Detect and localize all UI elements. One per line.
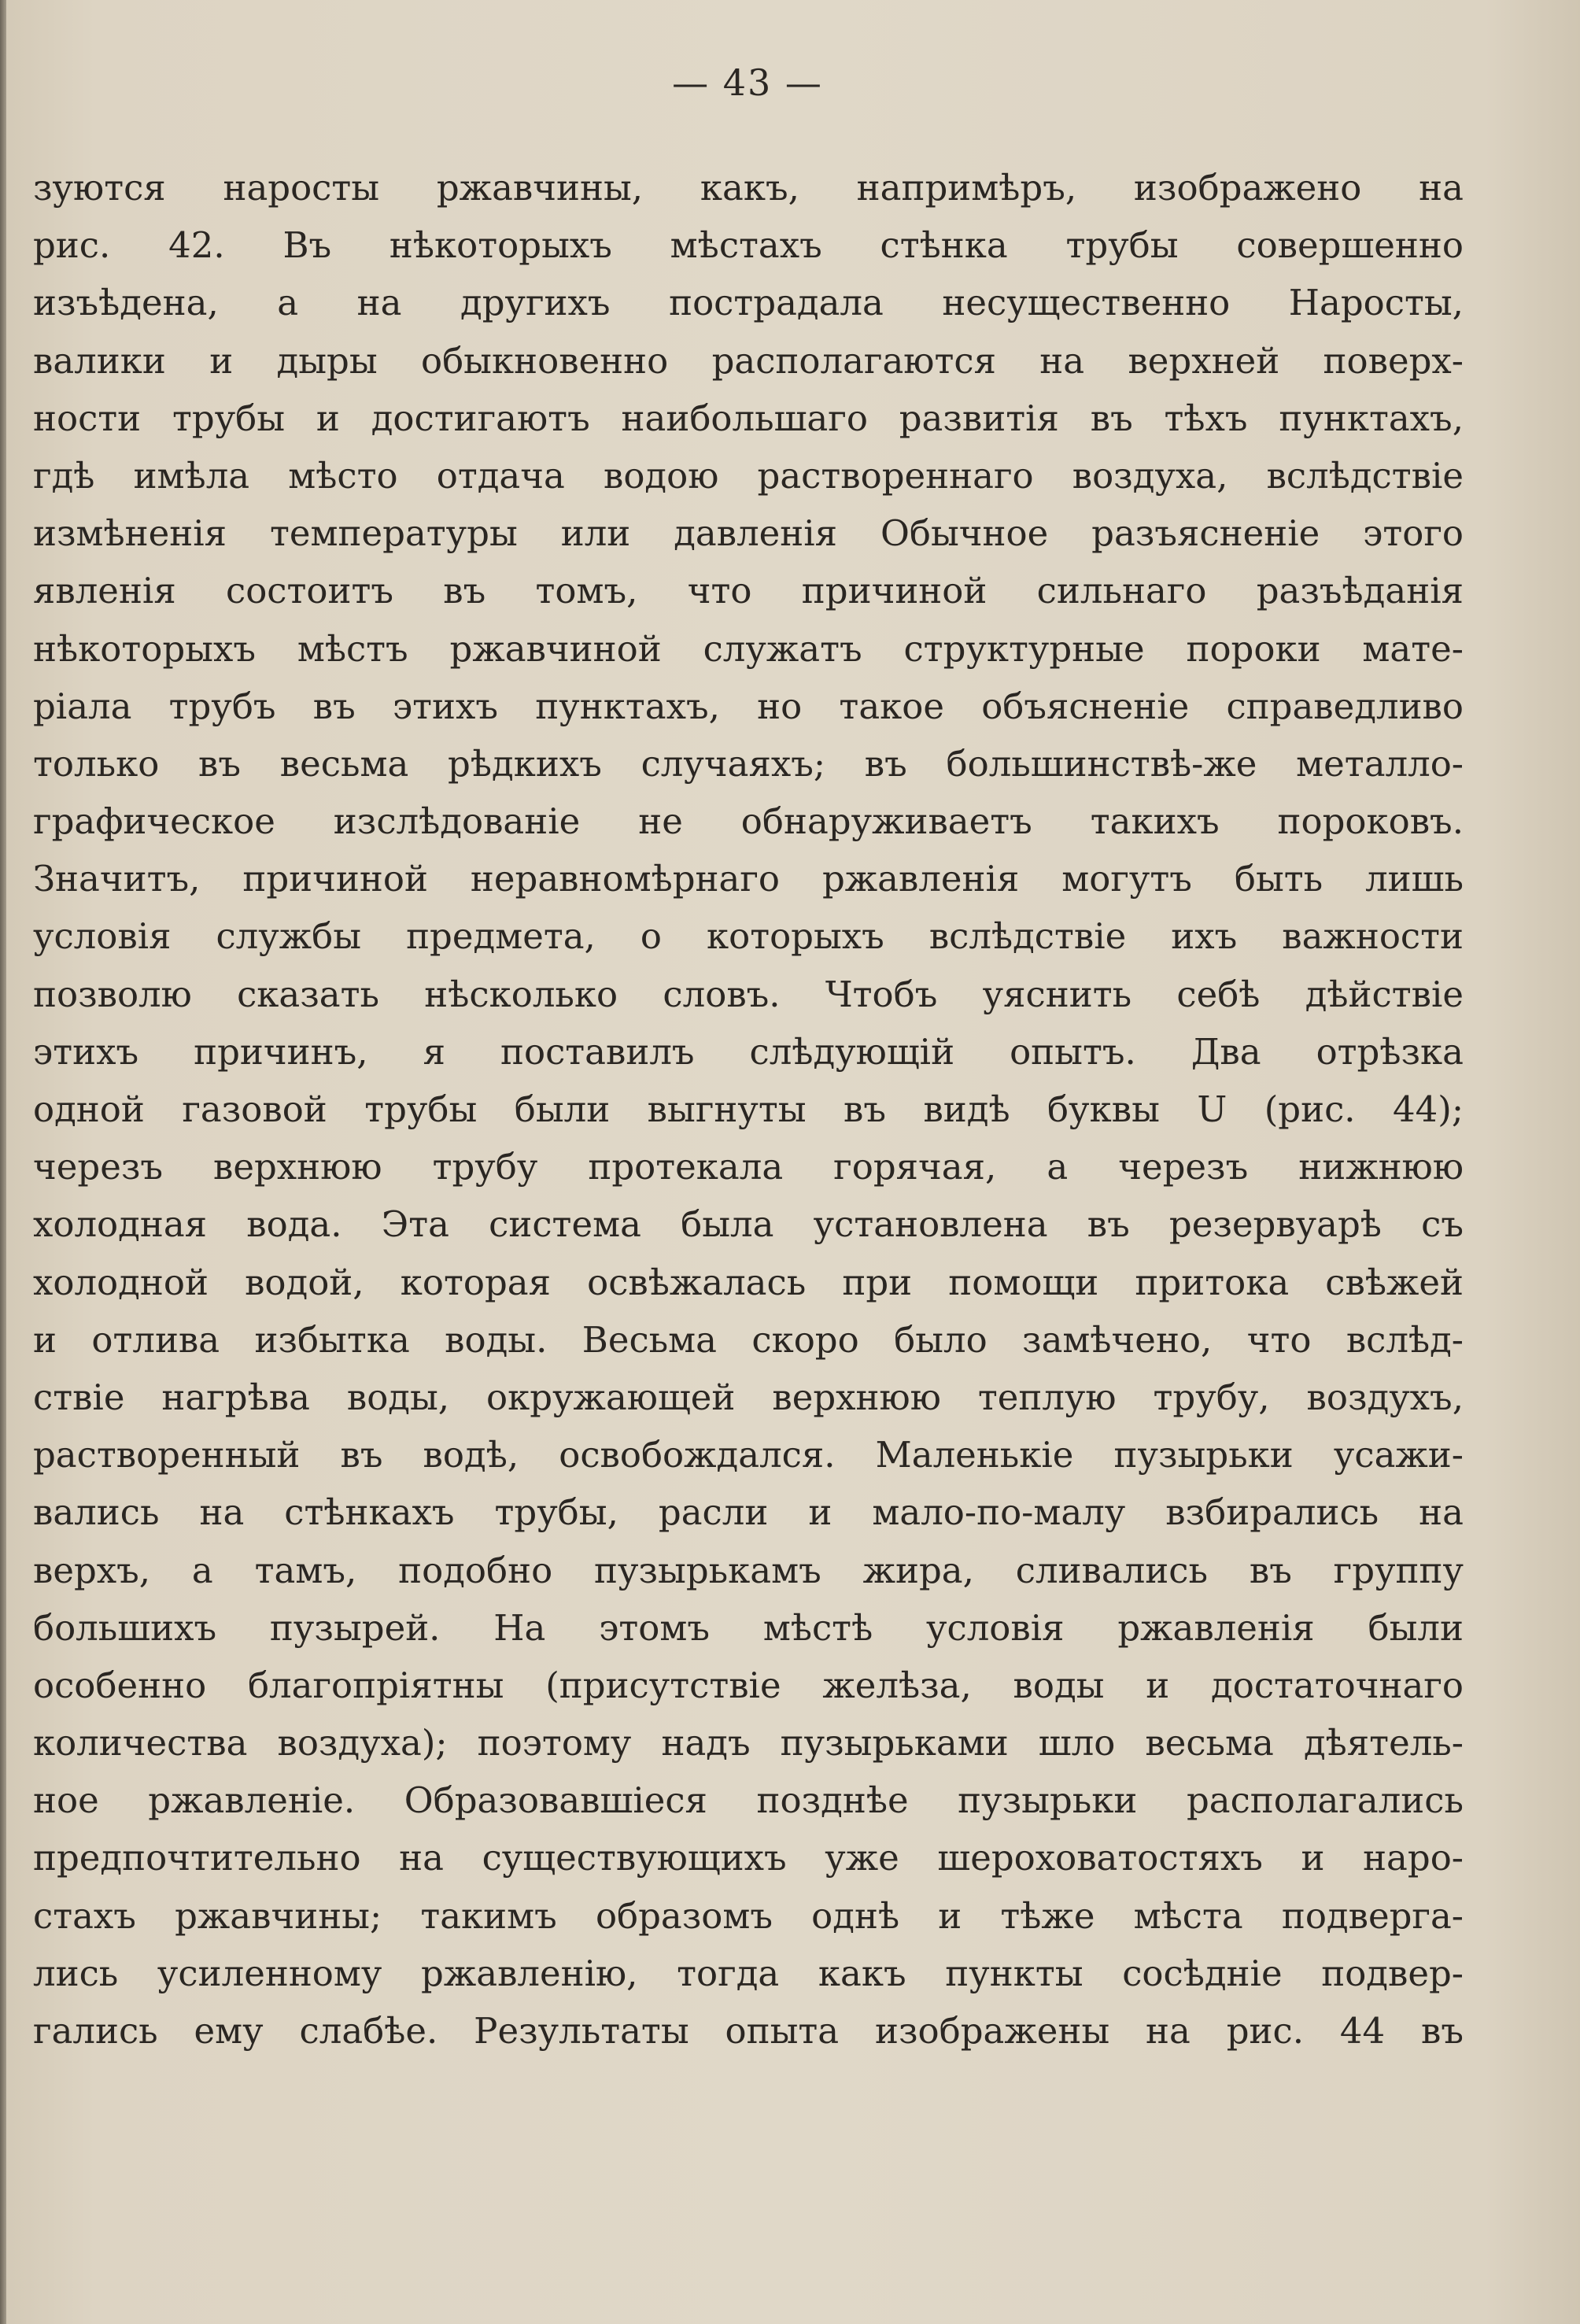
- text-line: лись усиленному ржавленію, тогда какъ пункты сосѣдніе подвер-: [33, 1952, 1464, 1994]
- text-line: холодной водой, которая освѣжалась при помощи притока свѣжей: [33, 1261, 1464, 1303]
- text-line: предпочтительно на существующихъ уже шероховатостяхъ и наро-: [33, 1837, 1464, 1879]
- text-line: условія службы предмета, о которыхъ вслѣдствіе ихъ важности: [33, 915, 1464, 958]
- text-line: явленія состоитъ въ томъ, что причиной сильнаго разъѣданія: [33, 570, 1464, 612]
- text-line: рис. 42. Въ нѣкоторыхъ мѣстахъ стѣнка трубы совершенно: [33, 224, 1464, 267]
- text-line: и отлива избытка воды. Весьма скоро было замѣчено, что вслѣд-: [33, 1318, 1464, 1361]
- text-line: черезъ верхнюю трубу протекала горячая, а черезъ нижнюю: [33, 1146, 1464, 1188]
- text-line: стахъ ржавчины; такимъ образомъ однѣ и тѣже мѣста подверга-: [33, 1894, 1464, 1937]
- text-line: изъѣдена, а на другихъ пострадала несущественно Наросты,: [33, 282, 1464, 324]
- text-line: гались ему слабѣе. Результаты опыта изображены на рис. 44 въ: [33, 2010, 1464, 2052]
- text-line: нѣкоторыхъ мѣстъ ржавчиной служатъ структурные пороки мате-: [33, 627, 1464, 670]
- text-line: холодная вода. Эта система была установлена въ резервуарѣ съ: [33, 1203, 1464, 1246]
- page-edge: [0, 0, 6, 2324]
- text-line: растворенный въ водѣ, освобождался. Маленькіе пузырьки усажи-: [33, 1434, 1464, 1476]
- text-line: большихъ пузырей. На этомъ мѣстѣ условія ржавленія были: [33, 1606, 1464, 1649]
- text-line: только въ весьма рѣдкихъ случаяхъ; въ большинствѣ-же металло-: [33, 742, 1464, 785]
- text-line: ности трубы и достигаютъ наибольшаго развитія въ тѣхъ пунктахъ,: [33, 397, 1464, 439]
- text-line: валики и дыры обыкновенно располагаются на верхней поверх-: [33, 339, 1464, 382]
- text-line: ріала трубъ въ этихъ пунктахъ, но такое объясненіе справедливо: [33, 685, 1464, 727]
- text-line: особенно благопріятны (присутствіе желѣза, воды и достаточнаго: [33, 1664, 1464, 1706]
- text-line: позволю сказать нѣсколько словъ. Чтобъ уяснить себѣ дѣйствіе: [33, 973, 1464, 1015]
- text-line: ствіе нагрѣва воды, окружающей верхнюю теплую трубу, воздухъ,: [33, 1376, 1464, 1418]
- text-line: верхъ, а тамъ, подобно пузырькамъ жира, сливались въ группу: [33, 1549, 1464, 1591]
- text-line: Значитъ, причиной неравномѣрнаго ржавленія могутъ быть лишь: [33, 858, 1464, 900]
- text-line: измѣненія температуры или давленія Обычное разъясненіе этого: [33, 512, 1464, 555]
- text-line: одной газовой трубы были выгнуты въ видѣ буквы U (рис. 44);: [33, 1088, 1464, 1130]
- text-line: вались на стѣнкахъ трубы, расли и мало-по-малу взбирались на: [33, 1491, 1464, 1534]
- body-text: [33, 159, 1464, 2060]
- text-line: графическое изслѣдованіе не обнаруживаетъ такихъ пороковъ.: [33, 800, 1464, 843]
- text-line: зуются наросты ржавчины, какъ, напримѣръ, изображено на: [33, 167, 1464, 209]
- text-line: количества воздуха); поэтому надъ пузырьками шло весьма дѣятель-: [33, 1722, 1464, 1764]
- text-line: гдѣ имѣла мѣсто отдача водою раствореннаго воздуха, вслѣдствіе: [33, 454, 1464, 497]
- page-number: — 43 —: [672, 61, 823, 104]
- text-line: ное ржавленіе. Образовавшіеся позднѣе пузырьки располагались: [33, 1779, 1464, 1822]
- text-line: этихъ причинъ, я поставилъ слѣдующій опытъ. Два отрѣзка: [33, 1030, 1464, 1073]
